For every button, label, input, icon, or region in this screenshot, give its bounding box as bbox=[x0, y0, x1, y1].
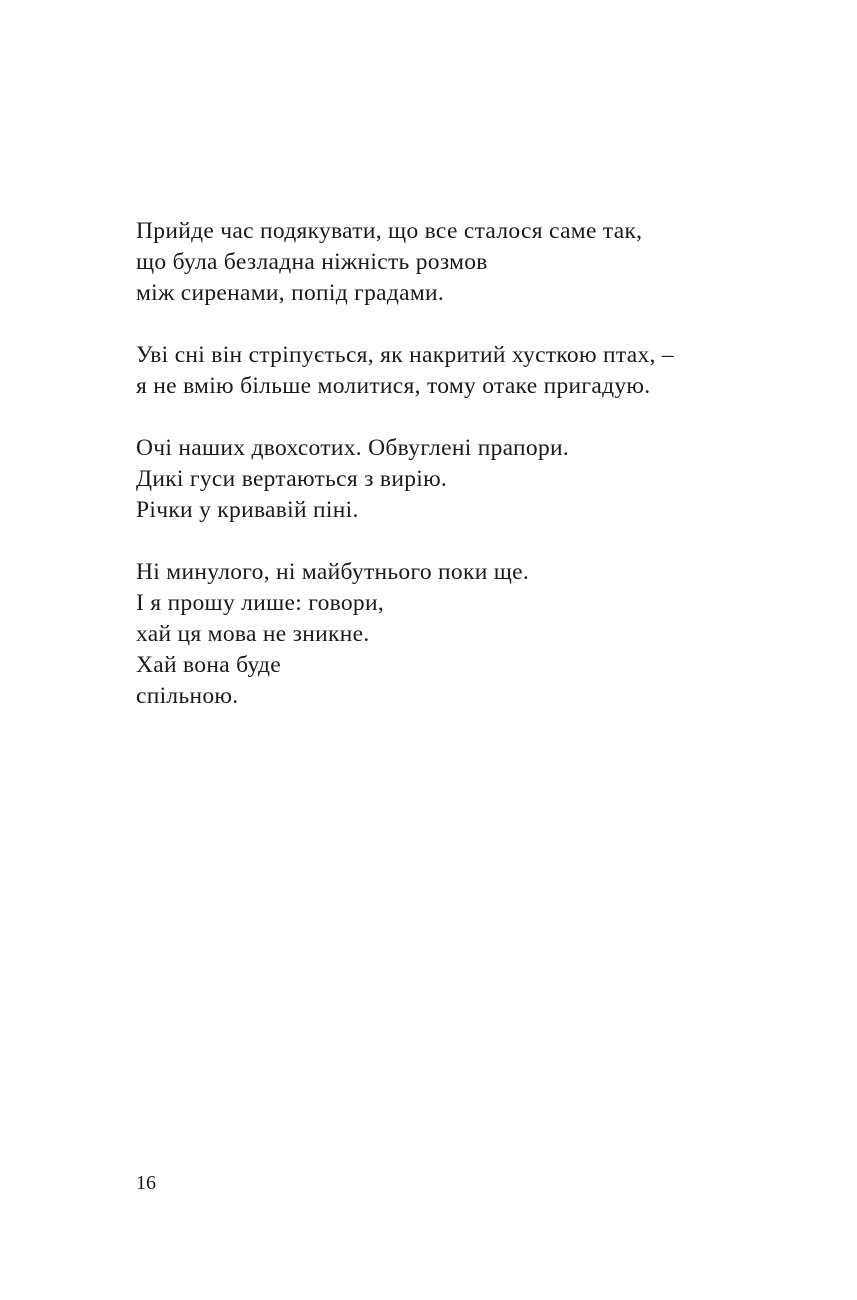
poem-line: Прийде час подякувати, що все сталося саме так, bbox=[136, 218, 643, 244]
poem-line: що була безладна ніжність розмов bbox=[136, 249, 488, 275]
poem-line: Річки у кривавій піні. bbox=[136, 497, 359, 523]
poem-line: Дикі гуси вертаються з вирію. bbox=[136, 466, 448, 492]
page-number: 16 bbox=[136, 1172, 156, 1194]
poem-line: спільною. bbox=[136, 683, 239, 709]
poem-line: Уві сні він стріпується, як накритий хусткою птах, – bbox=[136, 342, 674, 368]
stanza-3 bbox=[136, 433, 776, 526]
poem-line: я не вмію більше молитися, тому отаке пригадую. bbox=[136, 373, 651, 399]
stanza-4 bbox=[136, 557, 776, 712]
poem-text bbox=[136, 216, 776, 743]
poem-line: І я прошу лише: говори, bbox=[136, 590, 385, 616]
poem-line: Ні минулого, ні майбутнього поки ще. bbox=[136, 559, 530, 585]
poem-line: Очі наших двохсотих. Обвуглені прапори. bbox=[136, 435, 570, 461]
poem-line: Хай вона буде bbox=[136, 652, 282, 678]
poem-line: між сиренами, попід градами. bbox=[136, 280, 445, 306]
stanza-2 bbox=[136, 340, 776, 402]
poem-line: хай ця мова не зникне. bbox=[136, 621, 370, 647]
stanza-1 bbox=[136, 216, 776, 309]
